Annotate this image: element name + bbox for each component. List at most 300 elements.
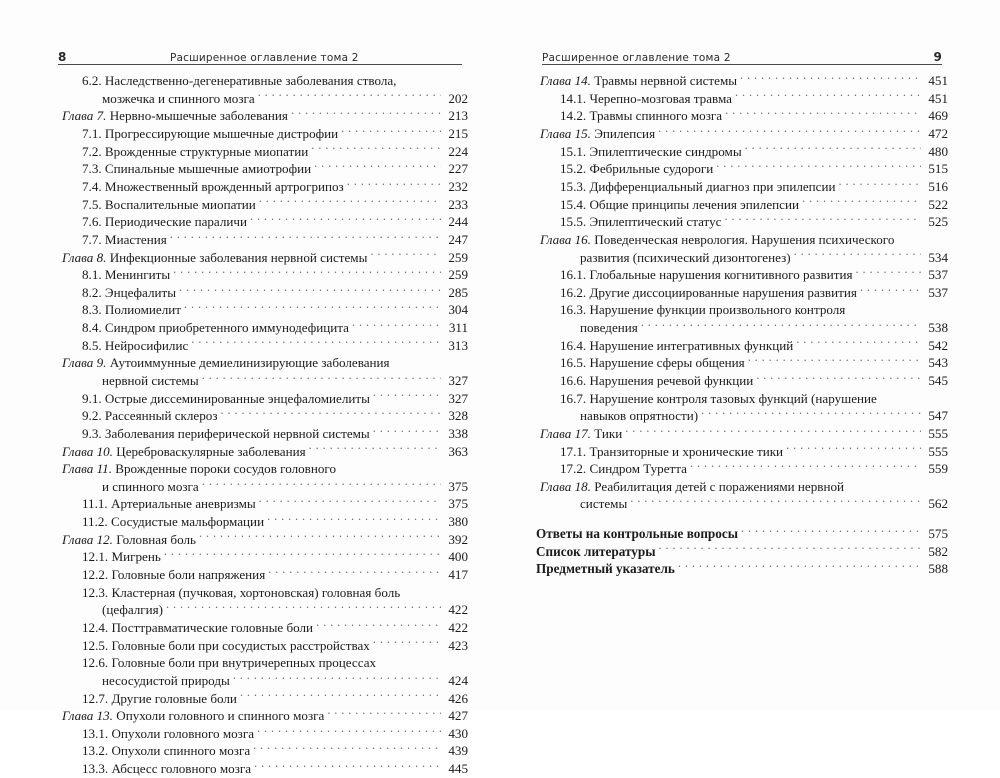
toc-leader-dots [373,425,441,438]
toc-entry[interactable] [536,266,948,284]
toc-entry-title: поведения [580,320,638,336]
left-toc-list [58,72,468,778]
toc-leader-dots [311,143,441,156]
toc-entry[interactable] [58,143,468,161]
toc-leader-dots [202,372,441,385]
toc-entry[interactable] [58,337,468,355]
toc-leader-dots [202,478,441,491]
toc-entry[interactable] [536,90,948,108]
toc-entry[interactable] [58,584,468,602]
toc-leader-dots [641,319,921,332]
toc-leader-dots [880,390,921,403]
toc-entry-label: Глава 11. [62,461,116,477]
toc-entry-title: 12.5. Головные боли при сосудистых расстройствах [82,637,370,653]
toc-leader-dots [786,442,921,455]
toc-entry-title: 12.6. Головные боли при внутричерепных процессах [82,655,377,671]
toc-leader-dots [184,301,441,314]
toc-leader-dots [690,460,921,473]
toc-page-number: 515 [928,161,948,177]
toc-entry[interactable] [536,195,948,213]
toc-entry-label: Глава 17. [540,425,595,441]
toc-page-number: 363 [448,443,468,459]
toc-entry-label: 12.6. [82,655,112,671]
toc-entry[interactable] [58,213,468,231]
toc-entry-title: 15.1. Эпилептические синдромы [560,143,742,159]
toc-entry[interactable] [536,390,948,408]
toc-leader-dots [794,248,921,261]
toc-entry-label: 16.6. [560,372,590,388]
toc-entry-title: Глава 15. Эпилепсия [540,126,656,142]
toc-leader-dots [741,525,921,538]
toc-entry-title: 7.5. Воспалительные миопатии [82,196,256,212]
toc-entry-title: 8.3. Полиомиелит [82,302,181,318]
toc-entry[interactable] [58,107,468,125]
toc-entry-label: 12.5. [82,637,112,653]
toc-entry[interactable] [536,160,948,178]
back-matter-title: Ответы на контрольные вопросы [536,526,738,542]
toc-entry-label: 16.5. [560,355,590,371]
toc-entry-title: 8.1. Менингиты [82,267,171,283]
toc-leader-dots [856,266,922,279]
toc-entry-label: Глава 7. [62,108,110,124]
toc-entry-label: Глава 14. [540,73,595,89]
toc-entry-title: 12.7. Другие головные боли [82,690,237,706]
toc-entry-label: Глава 18. [540,478,595,494]
toc-leader-dots [373,637,441,650]
toc-entry[interactable] [58,90,468,108]
toc-entry-title: 11.1. Артериальные аневризмы [82,496,256,512]
toc-page-number: 311 [448,320,468,336]
toc-entry-title: 16.3. Нарушение функции произвольного контроля [560,302,846,318]
toc-entry[interactable] [536,107,948,125]
toc-page-number: 588 [928,561,948,577]
toc-entry[interactable] [536,319,948,337]
toc-page-number: 233 [448,196,468,212]
toc-leader-dots [839,178,921,191]
right-folio: 9 [933,50,942,64]
toc-leader-dots [291,107,441,120]
toc-page-number: 224 [448,143,468,159]
toc-entry-title: Глава 10. Цереброваскулярные заболевания [62,443,306,459]
toc-entry[interactable] [58,407,468,425]
toc-entry-label: Глава 12. [62,531,117,547]
toc-entry-title: (цефалгия) [102,602,164,618]
toc-entry-title: 7.3. Спинальные мышечные амиотрофии [82,161,312,177]
toc-page-number: 327 [448,390,468,406]
toc-entry[interactable] [58,266,468,284]
toc-leader-dots [250,213,441,226]
toc-entry[interactable] [536,72,948,90]
toc-leader-dots [259,195,441,208]
toc-leader-dots [309,442,441,455]
toc-entry-title: Глава 16. Поведенческая неврология. Нарушения психического [540,231,895,247]
toc-entry-label: Глава 9. [62,355,110,371]
toc-entry[interactable] [58,548,468,566]
toc-leader-dots [740,72,921,85]
back-matter-gap [536,513,948,525]
toc-page-number: 427 [448,708,468,724]
right-toc-list [536,72,948,578]
toc-entry[interactable] [58,513,468,531]
toc-leader-dots [724,213,921,226]
toc-page-number: 575 [928,526,948,542]
toc-page-number: 537 [928,284,948,300]
toc-page-number: 215 [448,126,468,142]
toc-entry[interactable] [58,442,468,460]
toc-entry-label: 9.3. [82,425,105,441]
toc-entry-label: 17.1. [560,443,590,459]
toc-entry-title: Глава 17. Тики [540,425,623,441]
toc-entry[interactable] [58,531,468,549]
toc-entry-label: 8.3. [82,302,105,318]
toc-entry-title: 15.2. Фебрильные судороги [560,161,714,177]
toc-page-number: 424 [448,672,468,688]
toc-entry-label: 7.1. [82,126,105,142]
toc-entry-label: 11.1. [82,496,111,512]
toc-leader-dots [173,266,441,279]
toc-leader-dots [339,460,441,473]
toc-entry[interactable] [58,707,468,725]
toc-entry-title: 7.4. Множественный врожденный артрогрипоз [82,178,344,194]
toc-page-number: 555 [928,443,948,459]
toc-page-number: 547 [928,408,948,424]
toc-leader-dots [659,543,921,556]
toc-entry[interactable] [58,319,468,337]
toc-entry[interactable] [536,178,948,196]
toc-entry-label: 7.7. [82,231,105,247]
toc-page-number: 202 [448,90,468,106]
toc-entry-title: 9.2. Рассеянный склероз [82,408,218,424]
toc-entry-title: и спинного мозга [102,478,199,494]
toc-page-number: 285 [448,284,468,300]
toc-entry-title: 8.4. Синдром приобретенного иммунодефицита [82,320,349,336]
toc-entry[interactable] [536,478,948,496]
toc-entry-title: 14.1. Черепно-мозговая травма [560,90,732,106]
toc-entry-label: Глава 10. [62,443,117,459]
toc-page-number: 525 [928,214,948,230]
toc-page-number: 423 [448,637,468,653]
toc-leader-dots [625,425,921,438]
toc-entry[interactable] [58,390,468,408]
toc-entry[interactable] [536,301,948,319]
back-matter-title: Предметный указатель [536,561,675,577]
toc-page-number: 537 [928,267,948,283]
toc-entry-title: 16.1. Глобальные нарушения когнитивного развития [560,267,853,283]
toc-leader-dots [796,337,921,350]
toc-entry[interactable] [58,725,468,743]
toc-entry[interactable] [58,425,468,443]
toc-page-number: 516 [928,178,948,194]
toc-entry[interactable] [58,284,468,302]
toc-leader-dots [373,390,441,403]
toc-entry-title: 16.5. Нарушение сферы общения [560,355,745,371]
toc-entry-title: 11.2. Сосудистые мальформации [82,514,265,530]
toc-page-number: 451 [928,90,948,106]
toc-page-number: 426 [448,690,468,706]
toc-entry-label: 8.2. [82,284,105,300]
toc-leader-dots [221,407,441,420]
toc-page-number: 469 [928,108,948,124]
toc-page-number: 543 [928,355,948,371]
toc-entry-title: 12.2. Головные боли напряжения [82,567,266,583]
toc-entry-label: 13.2. [82,743,112,759]
toc-entry[interactable] [536,354,948,372]
toc-entry[interactable] [58,601,468,619]
toc-entry-label: 8.4. [82,320,105,336]
toc-entry-title: 9.1. Острые диссеминированные энцефаломиелиты [82,390,370,406]
toc-entry-title: развития (психический дизонтогенез) [580,249,791,265]
toc-entry-label: 11.2. [82,514,111,530]
toc-entry-title: Глава 12. Головная боль [62,531,196,547]
toc-entry-title: 8.5. Нейросифилис [82,337,189,353]
toc-entry-label: 17.2. [560,461,590,477]
toc-page-number: 538 [928,320,948,336]
toc-entry-label: 13.1. [82,725,112,741]
toc-entry-label: Глава 15. [540,126,595,142]
toc-entry-label: 15.1. [560,143,590,159]
right-head-rule [542,64,942,65]
toc-entry-label: 16.2. [560,284,590,300]
toc-page-number: 400 [448,549,468,565]
toc-entry[interactable] [58,742,468,760]
toc-leader-dots [658,125,921,138]
back-matter-entry[interactable] [536,525,948,543]
toc-entry-title: 16.2. Другие диссоциированные нарушения развития [560,284,857,300]
toc-entry-title: навыков опрятности) [580,408,699,424]
toc-page-number: 313 [448,337,468,353]
toc-entry[interactable] [536,248,948,266]
toc-entry-title: 13.2. Опухоли спинного мозга [82,743,251,759]
toc-page-number: 555 [928,425,948,441]
toc-entry[interactable] [58,672,468,690]
toc-page-number: 480 [928,143,948,159]
toc-entry-title: 6.2. Наследственно-дегенеративные заболевания ствола, [82,73,397,89]
toc-entry-label: 12.2. [82,567,112,583]
toc-page-number: 562 [928,496,948,512]
toc-page-number: 380 [448,514,468,530]
toc-entry[interactable] [58,178,468,196]
toc-leader-dots [701,407,921,420]
toc-page-number: 328 [448,408,468,424]
toc-entry-label: 16.7. [560,390,590,406]
toc-entry[interactable] [58,689,468,707]
toc-entry-title: 8.2. Энцефалиты [82,284,177,300]
toc-entry-title: нервной системы [102,372,199,388]
toc-leader-dots [314,160,441,173]
toc-entry-title: 12.1. Мигрень [82,549,161,565]
toc-entry[interactable] [536,213,948,231]
toc-entry-title: Глава 9. Аутоиммунные демиелинизирующие заболевания [62,355,390,371]
toc-entry-title: 12.3. Кластерная (пучковая, хортоновская) головная боль [82,584,401,600]
toc-leader-dots [240,689,441,702]
toc-entry[interactable] [536,372,948,390]
toc-page-number: 559 [928,461,948,477]
back-matter-entry[interactable] [536,560,948,578]
toc-leader-dots [233,672,441,685]
toc-page-number: 232 [448,178,468,194]
toc-entry-label: 8.5. [82,337,105,353]
toc-entry-label: 9.1. [82,390,105,406]
toc-entry-title: 17.1. Транзиторные и хронические тики [560,443,784,459]
toc-leader-dots [347,178,441,191]
toc-page-number: 247 [448,231,468,247]
toc-entry-label: 14.2. [560,108,590,124]
toc-leader-dots [802,195,921,208]
toc-entry-label: 8.1. [82,267,105,283]
toc-page-number: 213 [448,108,468,124]
toc-leader-dots [268,566,441,579]
toc-page-number: 417 [448,567,468,583]
toc-page-number: 227 [448,161,468,177]
toc-entry-title: 7.1. Прогрессирующие мышечные дистрофии [82,126,339,142]
toc-entry[interactable] [58,248,468,266]
toc-entry-label: 15.3. [560,178,590,194]
toc-entry[interactable] [536,407,948,425]
toc-leader-dots [179,284,441,297]
toc-page-number: 522 [928,196,948,212]
toc-page-number: 375 [448,478,468,494]
toc-entry[interactable] [58,231,468,249]
toc-entry-title: 7.2. Врожденные структурные миопатии [82,143,309,159]
toc-leader-dots [897,231,921,244]
toc-entry-label: 7.3. [82,161,105,177]
toc-leader-dots [341,125,441,138]
toc-entry[interactable] [536,425,948,443]
toc-page-number: 244 [448,214,468,230]
toc-entry-label: Глава 13. [62,708,117,724]
toc-leader-dots [716,160,921,173]
toc-leader-dots [725,107,921,120]
toc-leader-dots [327,707,441,720]
toc-entry[interactable] [536,495,948,513]
toc-page-number: 375 [448,496,468,512]
toc-entry[interactable] [58,566,468,584]
left-page [0,0,500,777]
toc-entry-label: Глава 8. [62,249,110,265]
toc-entry[interactable] [58,495,468,513]
toc-leader-dots [257,725,441,738]
toc-leader-dots [379,654,441,667]
toc-leader-dots [848,301,921,314]
toc-entry-label: 7.2. [82,143,105,159]
toc-entry-label: 12.7. [82,690,112,706]
toc-entry[interactable] [58,654,468,672]
toc-entry-label: 16.4. [560,337,590,353]
toc-entry-title: Глава 18. Реабилитация детей с поражениями нервной [540,478,845,494]
toc-entry-title: несосудистой природы [102,672,230,688]
toc-entry-title: 7.7. Миастения [82,231,167,247]
toc-page-number: 259 [448,267,468,283]
toc-page-number: 327 [448,372,468,388]
toc-leader-dots [316,619,441,632]
toc-leader-dots [678,560,921,573]
toc-entry[interactable] [58,619,468,637]
toc-entry-title: системы [580,496,628,512]
toc-entry[interactable] [58,372,468,390]
toc-entry[interactable] [58,637,468,655]
toc-entry[interactable] [58,160,468,178]
toc-leader-dots [267,513,441,526]
toc-entry-label: 16.3. [560,302,590,318]
toc-entry-label: 6.2. [82,73,105,89]
back-matter-entry[interactable] [536,543,948,561]
toc-entry-title: 15.5. Эпилептический статус [560,214,722,230]
toc-entry-label: 12.3. [82,584,112,600]
toc-entry-label: 7.5. [82,196,105,212]
toc-entry[interactable] [536,442,948,460]
toc-entry-title: 13.3. Абсцесс головного мозга [82,761,252,777]
toc-entry[interactable] [536,460,948,478]
toc-entry-title: 7.6. Периодические параличи [82,214,247,230]
toc-page-number: 392 [448,531,468,547]
toc-entry[interactable] [58,760,468,778]
left-folio: 8 [58,50,67,64]
toc-entry[interactable] [536,284,948,302]
toc-leader-dots [748,354,921,367]
toc-entry-title: мозжечка и спинного мозга [102,90,255,106]
toc-entry[interactable] [536,125,948,143]
toc-entry-title: 12.4. Посттравматические головные боли [82,619,314,635]
toc-entry-title: 16.4. Нарушение интегративных функций [560,337,794,353]
toc-entry-label: 14.1. [560,90,590,106]
toc-entry-title: 13.1. Опухоли головного мозга [82,725,255,741]
right-running-head-title: Расширенное оглавление тома 2 [542,52,731,64]
toc-leader-dots [393,354,441,367]
toc-leader-dots [259,495,441,508]
toc-entry[interactable] [536,143,948,161]
toc-page-number: 582 [928,543,948,559]
toc-leader-dots [403,584,441,597]
left-running-head-title: Расширенное оглавление тома 2 [169,52,359,64]
toc-leader-dots [191,337,441,350]
toc-page-number: 451 [928,73,948,89]
toc-entry-title: 16.7. Нарушение контроля тазовых функций (нарушение [560,390,877,406]
toc-page-number: 472 [928,126,948,142]
toc-entry[interactable] [58,72,468,90]
toc-entry-title: Глава 7. Нервно-мышечные заболевания [62,108,288,124]
toc-leader-dots [630,495,921,508]
toc-entry-label: 12.4. [82,619,112,635]
toc-entry-title: Глава 13. Опухоли головного и спинного мозга [62,708,325,724]
toc-page-number: 534 [928,249,948,265]
toc-entry-label: Глава 16. [540,231,595,247]
toc-entry[interactable] [536,231,948,249]
toc-entry[interactable] [58,478,468,496]
toc-entry-title: 9.3. Заболевания периферической нервной системы [82,425,370,441]
toc-page-number: 545 [928,372,948,388]
toc-entry[interactable] [536,337,948,355]
toc-entry-label: 7.6. [82,214,105,230]
toc-leader-dots [166,601,441,614]
toc-leader-dots [258,90,441,103]
toc-leader-dots [860,284,921,297]
toc-entry[interactable] [58,125,468,143]
toc-page-number: 430 [448,725,468,741]
toc-entry[interactable] [58,301,468,319]
toc-leader-dots [847,478,921,491]
toc-entry-label: 15.4. [560,196,590,212]
toc-entry[interactable] [58,460,468,478]
toc-page-number: 445 [448,761,468,777]
toc-entry-title: 15.4. Общие принципы лечения эпилепсии [560,196,799,212]
toc-entry[interactable] [58,195,468,213]
toc-entry[interactable] [58,354,468,372]
toc-entry-title: Глава 11. Врожденные пороки сосудов головного [62,461,337,477]
right-running-head [542,46,942,64]
toc-page-number: 259 [448,249,468,265]
toc-page-number: 422 [448,619,468,635]
toc-entry-title: 14.2. Травмы спинного мозга [560,108,723,124]
